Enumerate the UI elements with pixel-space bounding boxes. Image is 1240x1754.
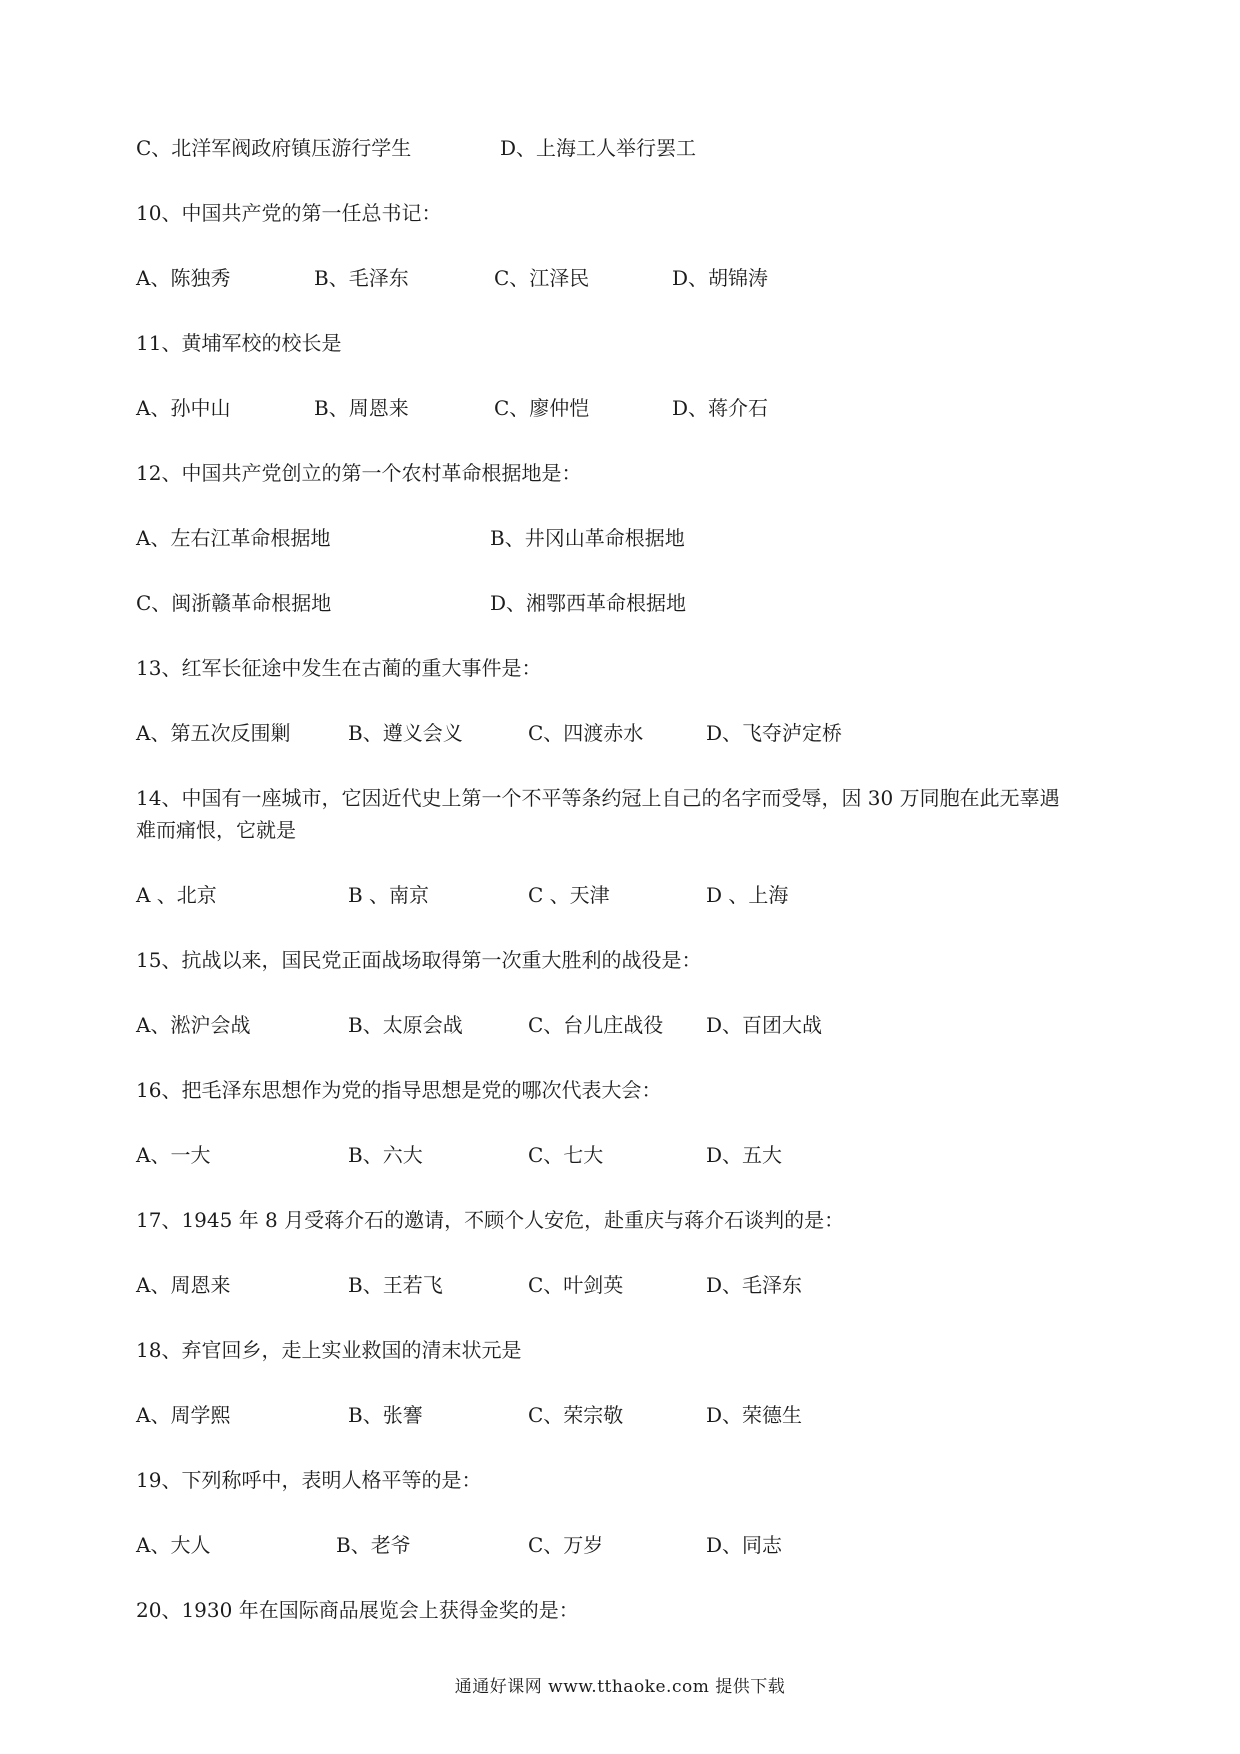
q17-question: 17、1945 年 8 月受蒋介石的邀请，不顾个人安危，赴重庆与蒋介石谈判的是： [136,1208,845,1232]
q17-option-b: B、王若飞 [348,1273,443,1297]
q14-option-a: A 、北京 [136,883,217,907]
q19-option-b: B、老爷 [336,1533,411,1557]
q15-option-c: C、台儿庄战役 [528,1013,664,1037]
q10-option-a: A、陈独秀 [136,266,231,290]
q19-option-c: C、万岁 [528,1533,604,1557]
q18-option-b: B、张謇 [348,1403,423,1427]
q11-question: 11、黄埔军校的校长是 [136,331,342,355]
q16-question: 16、把毛泽东思想作为党的指导思想是党的哪次代表大会： [136,1078,662,1102]
q11-option-a: A、孙中山 [136,396,231,420]
q18-option-a: A、周学熙 [136,1403,231,1427]
q17-option-a: A、周恩来 [136,1273,231,1297]
q12-option-a: A、左右江革命根据地 [136,526,331,550]
q12-option-d: D、湘鄂西革命根据地 [490,591,687,615]
q13-option-b: B、遵义会义 [348,721,463,745]
q10-option-c: C、江泽民 [494,266,590,290]
q12-option-b: B、井冈山革命根据地 [490,526,685,550]
q9-option-c: C、北洋军阀政府镇压游行学生 [136,136,412,160]
q16-option-c: C、七大 [528,1143,604,1167]
q19-option-d: D、同志 [706,1533,783,1557]
q14-question-line1: 14、中国有一座城市，它因近代史上第一个不平等条约冠上自己的名字而受辱，因 30 万同胞在此无辜遇 [136,786,1060,810]
q18-question: 18、弃官回乡，走上实业救国的清末状元是 [136,1338,522,1362]
q13-option-a: A、第五次反围剿 [136,721,291,745]
q17-option-c: C、叶剑英 [528,1273,624,1297]
q11-option-b: B、周恩来 [314,396,409,420]
q10-option-b: B、毛泽东 [314,266,409,290]
q13-option-c: C、四渡赤水 [528,721,644,745]
q19-question: 19、下列称呼中，表明人格平等的是： [136,1468,482,1492]
q9-option-d: D、上海工人举行罢工 [500,136,697,160]
q15-question: 15、抗战以来，国民党正面战场取得第一次重大胜利的战役是： [136,948,702,972]
q17-option-d: D、毛泽东 [706,1273,803,1297]
q11-option-c: C、廖仲恺 [494,396,590,420]
q15-option-b: B、太原会战 [348,1013,463,1037]
q10-question: 10、中国共产党的第一任总书记： [136,201,442,225]
q19-option-a: A、大人 [136,1533,211,1557]
q11-option-d: D、蒋介石 [672,396,769,420]
q14-question-line2: 难而痛恨，它就是 [136,818,296,842]
q12-question: 12、中国共产党创立的第一个农村革命根据地是： [136,461,582,485]
q15-option-d: D、百团大战 [706,1013,823,1037]
q14-option-b: B 、南京 [348,883,430,907]
q16-option-d: D、五大 [706,1143,783,1167]
q16-option-a: A、一大 [136,1143,211,1167]
q18-option-c: C、荣宗敬 [528,1403,624,1427]
q18-option-d: D、荣德生 [706,1403,803,1427]
q14-option-c: C 、天津 [528,883,610,907]
q14-option-d: D 、上海 [706,883,789,907]
q15-option-a: A、淞沪会战 [136,1013,251,1037]
q10-option-d: D、胡锦涛 [672,266,769,290]
q16-option-b: B、六大 [348,1143,423,1167]
q13-question: 13、红军长征途中发生在古蔺的重大事件是： [136,656,542,680]
q20-question: 20、1930 年在国际商品展览会上获得金奖的是： [136,1598,579,1622]
page-footer: 通通好课网 www.tthaoke.com 提供下载 [454,1677,786,1697]
q13-option-d: D、飞夺泸定桥 [706,721,843,745]
q12-option-c: C、闽浙赣革命根据地 [136,591,332,615]
